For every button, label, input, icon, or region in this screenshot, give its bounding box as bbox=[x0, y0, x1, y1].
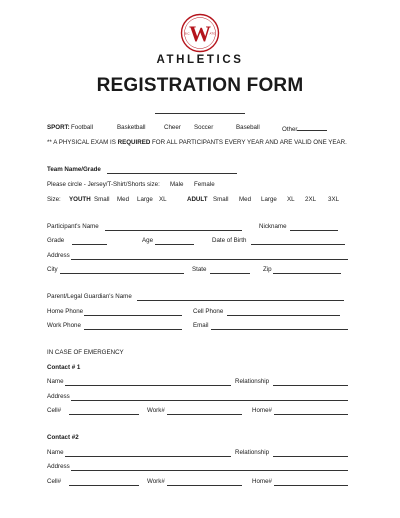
contact2-address-field[interactable] bbox=[71, 464, 348, 471]
sport-option-basketball[interactable]: Basketball bbox=[117, 124, 146, 131]
youth-large[interactable]: Large bbox=[137, 196, 153, 203]
svg-text:W: W bbox=[189, 21, 211, 46]
sport-option-soccer[interactable]: Soccer bbox=[194, 124, 214, 131]
contact1-heading: Contact # 1 bbox=[47, 364, 81, 371]
sport-row bbox=[47, 124, 298, 133]
sizes-row: Size: YOUTH Small Med Large XL ADULT Small Med Large XL 2XL 3XL bbox=[47, 196, 340, 203]
contact2-relationship-field[interactable] bbox=[273, 450, 348, 457]
sport-label: SPORT: bbox=[47, 124, 70, 131]
youth-small[interactable]: Small bbox=[94, 196, 110, 203]
contact1-address-field[interactable] bbox=[71, 394, 348, 401]
title-rule bbox=[155, 113, 245, 114]
contact2-home-field[interactable] bbox=[274, 479, 348, 486]
contact2-address-row: Address bbox=[47, 463, 70, 471]
contact1-name-field[interactable] bbox=[65, 379, 231, 386]
sport-option-football[interactable]: Football bbox=[71, 124, 94, 131]
cell-phone-field[interactable] bbox=[227, 309, 340, 316]
size-circle-row: Please circle - Jersey/T-Shirt/Shorts size: Male Female bbox=[47, 181, 215, 188]
grade-age-row: Grade Age Date of Birth bbox=[47, 237, 64, 245]
contact2-name-field[interactable] bbox=[65, 450, 231, 457]
age-field[interactable] bbox=[155, 238, 194, 245]
contact2-heading: Contact #2 bbox=[47, 434, 79, 441]
contact2-work-field[interactable] bbox=[167, 479, 242, 486]
physical-exam-notice: ** A PHYSICAL EXAM IS REQUIRED FOR ALL PARTICIPANTS EVERY YEAR AND ARE VALID ONE YEAR. bbox=[47, 139, 347, 146]
state-field[interactable] bbox=[210, 267, 250, 274]
home-phone-field[interactable] bbox=[84, 309, 182, 316]
contact1-work-field[interactable] bbox=[167, 408, 242, 415]
svg-text:B.C.: B.C. bbox=[184, 31, 191, 36]
city-row: City State Zip bbox=[47, 266, 58, 274]
adult-xl[interactable]: XL bbox=[287, 196, 295, 203]
contact2-phone-row: Cell# Work# Home# bbox=[47, 478, 61, 486]
dob-field[interactable] bbox=[251, 238, 345, 245]
brand-name: ATHLETICS bbox=[156, 54, 244, 66]
participant-name-row: Participant's Name Nickname bbox=[47, 223, 99, 231]
adult-3xl[interactable]: 3XL bbox=[328, 196, 340, 203]
team-name-row bbox=[47, 166, 101, 174]
sport-option-other[interactable]: Other bbox=[282, 124, 327, 134]
contact1-address-row: Address bbox=[47, 393, 70, 401]
contact2-name-row: Name Relationship bbox=[47, 449, 64, 457]
team-name-label: Team Name/Grade bbox=[47, 166, 101, 173]
adult-med[interactable]: Med bbox=[239, 196, 252, 203]
sport-option-cheer[interactable]: Cheer bbox=[164, 124, 181, 131]
gender-female[interactable]: Female bbox=[194, 181, 215, 188]
email-field[interactable] bbox=[211, 323, 348, 330]
team-name-field[interactable] bbox=[107, 167, 237, 174]
emergency-heading: IN CASE OF EMERGENCY bbox=[47, 349, 124, 356]
adult-small[interactable]: Small bbox=[213, 196, 229, 203]
contact1-phone-row: Cell# Work# Home# bbox=[47, 407, 61, 415]
work-email-row: Work Phone Email bbox=[47, 322, 81, 330]
contact1-name-row: Name Relationship bbox=[47, 378, 64, 386]
contact1-relationship-field[interactable] bbox=[273, 379, 348, 386]
contact2-cell-field[interactable] bbox=[69, 479, 139, 486]
gender-male[interactable]: Male bbox=[170, 181, 184, 188]
contact1-cell-field[interactable] bbox=[69, 408, 139, 415]
guardian-row: Parent/Legal Guardian's Name bbox=[47, 293, 132, 301]
address-row: Address bbox=[47, 252, 70, 260]
youth-xl[interactable]: XL bbox=[159, 196, 167, 203]
contact1-home-field[interactable] bbox=[274, 408, 348, 415]
adult-2xl[interactable]: 2XL bbox=[305, 196, 317, 203]
participant-name-field[interactable] bbox=[105, 224, 242, 231]
address-field[interactable] bbox=[71, 253, 348, 260]
adult-large[interactable]: Large bbox=[261, 196, 277, 203]
city-field[interactable] bbox=[60, 267, 184, 274]
grade-field[interactable] bbox=[72, 238, 107, 245]
work-phone-field[interactable] bbox=[84, 323, 182, 330]
svg-text:ATG: ATG bbox=[209, 31, 216, 36]
form-title: REGISTRATION FORM bbox=[96, 75, 304, 96]
sport-option-baseball[interactable]: Baseball bbox=[236, 124, 260, 131]
youth-med[interactable]: Med bbox=[117, 196, 130, 203]
phone-row: Home Phone Cell Phone bbox=[47, 308, 83, 316]
nickname-field[interactable] bbox=[290, 224, 338, 231]
zip-field[interactable] bbox=[273, 267, 341, 274]
athletics-logo bbox=[180, 13, 220, 53]
guardian-field[interactable] bbox=[137, 294, 344, 301]
